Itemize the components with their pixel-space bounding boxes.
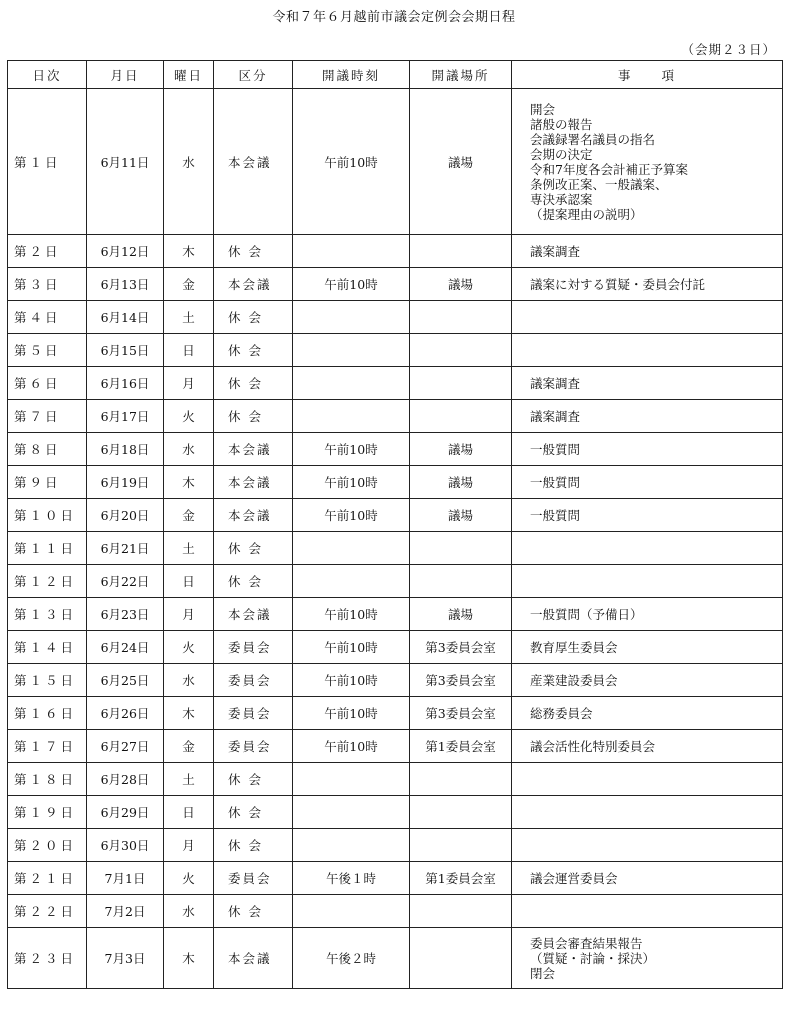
date-cell: 6月20日 [87,499,164,532]
items-cell [512,235,783,268]
date-cell: 6月21日 [87,532,164,565]
kind-cell: 委員会 [214,862,293,895]
weekday-cell: 木 [164,466,214,499]
day-cell: 第６日 [8,367,87,400]
time-cell [293,565,410,598]
time-cell [293,829,410,862]
items-cell [512,367,783,400]
day-cell: 第１２日 [8,565,87,598]
day-cell: 第８日 [8,433,87,466]
items-cell [512,829,783,862]
item-line: 一般質問 [530,441,581,457]
day-cell: 第２３日 [8,928,87,989]
date-cell: 6月27日 [87,730,164,763]
place-cell [410,829,512,862]
time-cell [293,334,410,367]
header-day: 日次 [8,61,87,89]
day-cell: 第３日 [8,268,87,301]
weekday-cell: 月 [164,598,214,631]
item-line: 議会運営委員会 [530,870,618,886]
item-line: 諸般の報告 [530,116,593,132]
day-cell: 第４日 [8,301,87,334]
item-line: 令和7年度各会計補正予算案 [530,161,688,177]
table-row [8,730,783,763]
time-cell [293,796,410,829]
time-cell: 午前10時 [293,433,410,466]
day-cell: 第２０日 [8,829,87,862]
place-cell: 第3委員会室 [410,631,512,664]
table-row [8,565,783,598]
items-cell [512,928,783,989]
table-row [8,598,783,631]
weekday-cell: 木 [164,235,214,268]
day-cell: 第９日 [8,466,87,499]
weekday-cell: 木 [164,697,214,730]
date-cell: 6月12日 [87,235,164,268]
items-cell [512,796,783,829]
items-cell [512,466,783,499]
schedule-table [7,60,783,989]
day-cell: 第１３日 [8,598,87,631]
time-cell: 午前10時 [293,697,410,730]
date-cell: 6月25日 [87,664,164,697]
item-line: 会議録署名議員の指名 [530,131,656,147]
kind-cell: 本会議 [214,433,293,466]
kind-cell: 休 会 [214,532,293,565]
kind-cell: 本会議 [214,928,293,989]
day-cell: 第１５日 [8,664,87,697]
weekday-cell: 月 [164,829,214,862]
kind-cell: 休 会 [214,235,293,268]
date-cell: 7月3日 [87,928,164,989]
table-row [8,301,783,334]
kind-cell: 休 会 [214,895,293,928]
item-line: 議案調査 [530,243,581,259]
table-row [8,400,783,433]
items-cell [512,697,783,730]
item-line: 専決承認案 [530,191,593,207]
time-cell: 午前10時 [293,466,410,499]
kind-cell: 休 会 [214,367,293,400]
day-cell: 第１７日 [8,730,87,763]
time-cell [293,400,410,433]
date-cell: 6月15日 [87,334,164,367]
table-row [8,928,783,989]
place-cell: 第1委員会室 [410,730,512,763]
kind-cell: 休 会 [214,301,293,334]
table-row [8,895,783,928]
place-cell [410,532,512,565]
table-row [8,796,783,829]
date-cell: 6月30日 [87,829,164,862]
table-row [8,499,783,532]
date-cell: 6月16日 [87,367,164,400]
weekday-cell: 土 [164,763,214,796]
weekday-cell: 日 [164,796,214,829]
place-cell [410,763,512,796]
item-line: 一般質問（予備日） [530,606,643,622]
schedule-body [8,89,783,989]
table-row [8,466,783,499]
weekday-cell: 日 [164,334,214,367]
day-cell: 第１日 [8,89,87,235]
table-row [8,268,783,301]
item-line: 議会活性化特別委員会 [530,738,656,754]
item-line: 議案に対する質疑・委員会付託 [530,276,706,292]
day-cell: 第１６日 [8,697,87,730]
item-line: 条例改正案、一般議案、 [530,176,668,192]
table-row [8,862,783,895]
place-cell: 議場 [410,268,512,301]
item-line: 委員会審査結果報告 [530,935,643,951]
items-cell [512,862,783,895]
day-cell: 第１４日 [8,631,87,664]
header-items: 事 項 [512,61,783,89]
table-row [8,433,783,466]
kind-cell: 委員会 [214,730,293,763]
item-line: 産業建設委員会 [530,672,618,688]
time-cell: 午前10時 [293,89,410,235]
weekday-cell: 土 [164,532,214,565]
time-cell [293,763,410,796]
weekday-cell: 火 [164,631,214,664]
item-line: 議案調査 [530,408,581,424]
kind-cell: 休 会 [214,334,293,367]
kind-cell: 休 会 [214,763,293,796]
items-cell [512,400,783,433]
header-time: 開議時刻 [293,61,410,89]
items-cell [512,334,783,367]
header-row [8,61,783,89]
table-row [8,89,783,235]
items-cell [512,730,783,763]
place-cell: 議場 [410,598,512,631]
time-cell [293,301,410,334]
item-line: 閉会 [530,965,556,981]
place-cell: 第3委員会室 [410,664,512,697]
items-cell [512,433,783,466]
day-cell: 第２日 [8,235,87,268]
item-line: 一般質問 [530,474,581,490]
kind-cell: 委員会 [214,631,293,664]
weekday-cell: 月 [164,367,214,400]
place-cell: 議場 [410,466,512,499]
time-cell: 午前10時 [293,730,410,763]
kind-cell: 本会議 [214,499,293,532]
weekday-cell: 木 [164,928,214,989]
place-cell [410,895,512,928]
date-cell: 6月11日 [87,89,164,235]
items-cell [512,895,783,928]
item-line: 総務委員会 [530,705,593,721]
time-cell [293,895,410,928]
time-cell: 午前10時 [293,598,410,631]
item-line: 開会 [530,101,556,117]
weekday-cell: 火 [164,862,214,895]
day-cell: 第１９日 [8,796,87,829]
kind-cell: 休 会 [214,565,293,598]
table-row [8,697,783,730]
time-cell [293,367,410,400]
day-cell: 第５日 [8,334,87,367]
place-cell [410,334,512,367]
items-cell [512,532,783,565]
day-cell: 第２２日 [8,895,87,928]
weekday-cell: 金 [164,730,214,763]
weekday-cell: 金 [164,499,214,532]
table-row [8,829,783,862]
header-place: 開議場所 [410,61,512,89]
place-cell: 議場 [410,499,512,532]
place-cell: 議場 [410,433,512,466]
place-cell [410,796,512,829]
date-cell: 6月24日 [87,631,164,664]
day-cell: 第１８日 [8,763,87,796]
date-cell: 6月29日 [87,796,164,829]
weekday-cell: 金 [164,268,214,301]
weekday-cell: 火 [164,400,214,433]
kind-cell: 休 会 [214,400,293,433]
time-cell [293,235,410,268]
place-cell [410,367,512,400]
weekday-cell: 水 [164,664,214,697]
day-cell: 第２１日 [8,862,87,895]
items-cell [512,89,783,235]
time-cell: 午前10時 [293,631,410,664]
date-cell: 6月17日 [87,400,164,433]
items-cell [512,565,783,598]
place-cell: 第1委員会室 [410,862,512,895]
weekday-cell: 水 [164,433,214,466]
date-cell: 6月22日 [87,565,164,598]
kind-cell: 本会議 [214,466,293,499]
place-cell [410,235,512,268]
kind-cell: 休 会 [214,829,293,862]
items-cell [512,598,783,631]
date-cell: 6月23日 [87,598,164,631]
kind-cell: 委員会 [214,697,293,730]
kind-cell: 休 会 [214,796,293,829]
kind-cell: 本会議 [214,89,293,235]
table-row [8,631,783,664]
item-line: 会期の決定 [530,146,593,162]
place-cell [410,928,512,989]
date-cell: 7月1日 [87,862,164,895]
kind-cell: 本会議 [214,268,293,301]
header-kind: 区分 [214,61,293,89]
header-weekday: 曜日 [164,61,214,89]
items-cell [512,268,783,301]
session-length-note: （会期２３日） [681,42,776,57]
place-cell: 議場 [410,89,512,235]
items-cell [512,664,783,697]
date-cell: 6月13日 [87,268,164,301]
table-row [8,664,783,697]
kind-cell: 本会議 [214,598,293,631]
date-cell: 6月28日 [87,763,164,796]
items-cell [512,763,783,796]
weekday-cell: 水 [164,89,214,235]
table-row [8,763,783,796]
items-cell [512,631,783,664]
day-cell: 第７日 [8,400,87,433]
table-row [8,334,783,367]
time-cell: 午後２時 [293,928,410,989]
kind-cell: 委員会 [214,664,293,697]
header-date: 月日 [87,61,164,89]
date-cell: 6月18日 [87,433,164,466]
time-cell: 午後１時 [293,862,410,895]
place-cell: 第3委員会室 [410,697,512,730]
date-cell: 6月26日 [87,697,164,730]
time-cell: 午前10時 [293,664,410,697]
day-cell: 第１０日 [8,499,87,532]
item-line: （提案理由の説明） [530,206,643,222]
time-cell: 午前10時 [293,499,410,532]
page-title: 令和７年６月越前市議会定例会会期日程 [272,10,516,25]
weekday-cell: 土 [164,301,214,334]
table-row [8,235,783,268]
item-line: 一般質問 [530,507,581,523]
place-cell [410,565,512,598]
place-cell [410,301,512,334]
item-line: 議案調査 [530,375,581,391]
time-cell: 午前10時 [293,268,410,301]
date-cell: 7月2日 [87,895,164,928]
time-cell [293,532,410,565]
item-line: （質疑・討論・採決） [530,950,656,966]
date-cell: 6月19日 [87,466,164,499]
item-line: 教育厚生委員会 [530,639,618,655]
place-cell [410,400,512,433]
table-row [8,532,783,565]
table-row [8,367,783,400]
day-cell: 第１１日 [8,532,87,565]
items-cell [512,301,783,334]
items-cell [512,499,783,532]
weekday-cell: 水 [164,895,214,928]
weekday-cell: 日 [164,565,214,598]
date-cell: 6月14日 [87,301,164,334]
